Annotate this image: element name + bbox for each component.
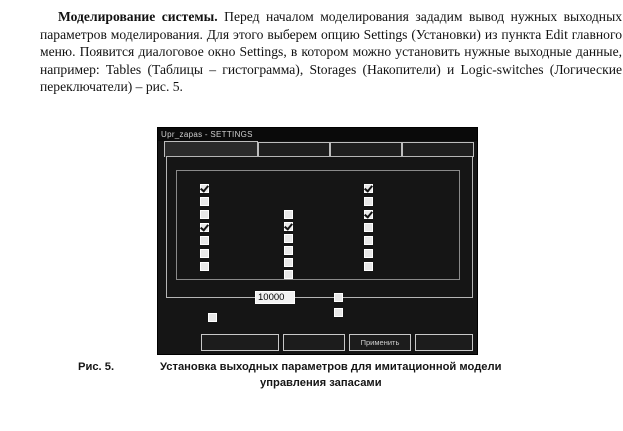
checkbox-col1-5[interactable] <box>200 236 209 245</box>
paragraph-lead: Моделирование системы. <box>58 9 218 24</box>
caption-label: Рис. 5. <box>78 361 115 373</box>
caption-line-1: Установка выходных параметров для имитационной модели <box>160 361 502 373</box>
checkbox-col3-5[interactable] <box>364 236 373 245</box>
checkbox-extra-1[interactable] <box>334 293 343 302</box>
checkbox-extra-3[interactable] <box>208 313 217 322</box>
paragraph-body: Перед началом моделирования зададим вывод нужных выходных параметров моделирования. Для этого выберем опцию Settings (Установки) из пункта Edit главного меню. Появится диалоговое окно Settings, в котором можно установить нужные выходные данные, например: Tables (Таблицы – гистограмма), Storages (Накопители) и Logic-switches (Логические переключатели) – рис. 5. <box>40 9 622 94</box>
help-button[interactable] <box>415 334 473 351</box>
ok-button[interactable] <box>201 334 279 351</box>
caption-line-2: управления запасами <box>260 376 382 389</box>
checkbox-col1-7[interactable] <box>200 262 209 271</box>
tab-3[interactable] <box>330 142 402 157</box>
checkbox-col3-4[interactable] <box>364 223 373 232</box>
checkbox-extra-2[interactable] <box>334 308 343 317</box>
checkbox-col3-2[interactable] <box>364 197 373 206</box>
tab-1[interactable] <box>164 141 258 157</box>
checkbox-col2-5[interactable] <box>284 258 293 267</box>
checkbox-col3-3[interactable] <box>364 210 373 219</box>
number-input[interactable]: 10000 <box>255 291 295 304</box>
checkbox-col3-6[interactable] <box>364 249 373 258</box>
settings-dialog-screenshot <box>157 127 478 355</box>
checkbox-col2-2[interactable] <box>284 222 293 231</box>
checkbox-col3-7[interactable] <box>364 262 373 271</box>
checkbox-col3-1[interactable] <box>364 184 373 193</box>
caption-text <box>160 360 580 391</box>
tab-2[interactable] <box>258 142 330 157</box>
checkbox-col2-3[interactable] <box>284 234 293 243</box>
checkbox-col1-2[interactable] <box>200 197 209 206</box>
dialog-title: Upr_zapas - SETTINGS <box>158 128 477 141</box>
checkbox-col1-6[interactable] <box>200 249 209 258</box>
cancel-button[interactable] <box>283 334 345 351</box>
checkbox-col2-4[interactable] <box>284 246 293 255</box>
apply-button[interactable]: Применить <box>349 334 411 351</box>
checkbox-col1-1[interactable] <box>200 184 209 193</box>
options-group-frame <box>176 170 460 280</box>
checkbox-col2-6[interactable] <box>284 270 293 279</box>
tab-4[interactable] <box>402 142 474 157</box>
body-paragraph <box>40 8 622 96</box>
checkbox-col1-4[interactable] <box>200 223 209 232</box>
checkbox-col2-1[interactable] <box>284 210 293 219</box>
checkbox-col1-3[interactable] <box>200 210 209 219</box>
